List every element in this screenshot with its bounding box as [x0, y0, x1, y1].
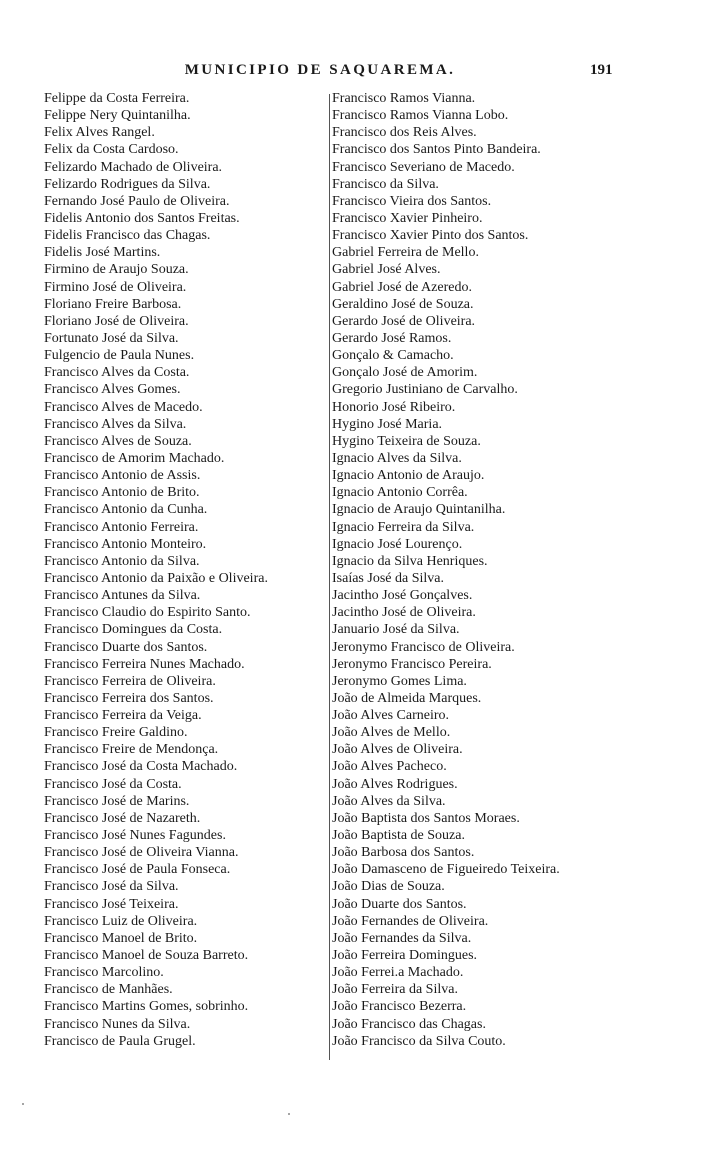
name-entry: Francisco José da Costa. — [44, 776, 182, 792]
name-entry: Gabriel José de Azeredo. — [332, 279, 472, 295]
name-entry: João Alves de Mello. — [332, 725, 451, 741]
name-entry: Francisco Ferreira de Oliveira. — [44, 673, 216, 689]
name-entry: João Alves de Oliveira. — [332, 742, 463, 758]
name-entry: Felix da Costa Cardoso. — [44, 142, 179, 158]
name-entry: João Fernandes de Oliveira. — [332, 913, 489, 929]
name-entry: Francisco Freire Galdino. — [44, 725, 188, 741]
name-entry: Francisco Ferreira dos Santos. — [44, 690, 214, 706]
name-entry: Francisco Alves da Silva. — [44, 416, 187, 432]
name-entry: Felizardo Machado de Oliveira. — [44, 159, 223, 175]
name-entry: Felippe Nery Quintanilha. — [44, 108, 191, 124]
name-entry: Hygino Teixeira de Souza. — [332, 433, 481, 449]
name-entry: Floriano Freire Barbosa. — [44, 296, 182, 312]
name-entry: Francisco Vieira dos Santos. — [332, 193, 492, 209]
name-entry: Francisco José de Paula Fonseca. — [44, 862, 231, 878]
name-entry: Francisco José da Silva. — [44, 879, 179, 895]
name-entry: Francisco Alves da Costa. — [44, 365, 190, 381]
name-entry: Francisco Antonio da Cunha. — [44, 502, 208, 518]
name-entry: Francisco Ferreira da Veiga. — [44, 708, 202, 724]
name-entry: João Ferreira da Silva. — [332, 982, 458, 998]
name-entry: Ignacio Antonio Corrêa. — [332, 485, 468, 501]
name-entry: João Alves da Silva. — [332, 793, 446, 809]
name-entry: Francisco Antonio de Brito. — [44, 485, 200, 501]
name-entry: João Ferreira Domingues. — [332, 948, 478, 964]
column-divider — [329, 94, 330, 1060]
name-entry: Francisco Alves de Macedo. — [44, 399, 203, 415]
name-entry: Francisco José de Marins. — [44, 793, 190, 809]
name-entry: Ignacio Antonio de Araujo. — [332, 468, 485, 484]
name-entry: Gonçalo & Camacho. — [332, 348, 454, 364]
name-entry: João Francisco da Silva Couto. — [332, 1033, 506, 1049]
name-entry: Gerardo José de Oliveira. — [332, 313, 476, 329]
name-entry: Firmino José de Oliveira. — [44, 279, 187, 295]
name-entry: Fidelis Francisco das Chagas. — [44, 228, 211, 244]
name-entry: Felizardo Rodrigues da Silva. — [44, 176, 211, 192]
name-entry: Ignacio José Lourenço. — [332, 536, 463, 552]
name-entry: Francisco Antonio Ferreira. — [44, 519, 199, 535]
name-entry: Honorio José Ribeiro. — [332, 399, 456, 415]
name-entry: Jeronymo Francisco Pereira. — [332, 656, 492, 672]
name-entry: Francisco da Silva. — [332, 176, 439, 192]
name-entry: João Baptista de Souza. — [332, 828, 465, 844]
left-name-column — [44, 90, 328, 1050]
name-entry: João Baptista dos Santos Moraes. — [332, 810, 520, 826]
name-entry: Firmino de Araujo Souza. — [44, 262, 189, 278]
name-entry: Ignacio da Silva Henriques. — [332, 553, 488, 569]
name-entry: Fernando José Paulo de Oliveira. — [44, 193, 230, 209]
name-entry: Francisco Alves Gomes. — [44, 382, 181, 398]
name-entry: Jacintho José de Oliveira. — [332, 605, 476, 621]
name-entry: Francisco José Nunes Fagundes. — [44, 828, 226, 844]
name-entry: Francisco Severiano de Macedo. — [332, 159, 515, 175]
name-entry: Francisco Antonio da Paixão e Oliveira. — [44, 570, 268, 586]
name-entry: Francisco de Manhães. — [44, 982, 173, 998]
name-entry: Francisco José da Costa Machado. — [44, 759, 238, 775]
name-entry: Francisco Nunes da Silva. — [44, 1016, 191, 1032]
name-entry: Ignacio Ferreira da Silva. — [332, 519, 475, 535]
name-entry: João Duarte dos Santos. — [332, 896, 467, 912]
name-entry: Francisco Freire de Mendonça. — [44, 742, 219, 758]
name-entry: Francisco dos Reis Alves. — [332, 125, 477, 141]
name-entry: Isaías José da Silva. — [332, 570, 444, 586]
name-entry: Fulgencio de Paula Nunes. — [44, 348, 195, 364]
name-entry: João Alves Rodrigues. — [332, 776, 458, 792]
name-entry: Francisco Manoel de Brito. — [44, 930, 198, 946]
name-entry: Francisco dos Santos Pinto Bandeira. — [332, 142, 541, 158]
name-entry: Gabriel Ferreira de Mello. — [332, 245, 479, 261]
name-entry: Francisco Marcolino. — [44, 965, 164, 981]
name-entry: João Alves Pacheco. — [332, 759, 447, 775]
name-entry: Francisco José Teixeira. — [44, 896, 179, 912]
name-entry: Ignacio Alves da Silva. — [332, 450, 462, 466]
name-entry: Francisco Xavier Pinheiro. — [332, 210, 483, 226]
name-entry: Geraldino José de Souza. — [332, 296, 474, 312]
name-entry: João Barbosa dos Santos. — [332, 845, 475, 861]
name-entry: Jeronymo Francisco de Oliveira. — [332, 639, 515, 655]
print-speck — [22, 1103, 24, 1105]
name-entry: João Fernandes da Silva. — [332, 930, 472, 946]
name-entry: Gerardo José Ramos. — [332, 330, 452, 346]
name-entry: João de Almeida Marques. — [332, 690, 482, 706]
name-entry: Francisco Domingues da Costa. — [44, 622, 223, 638]
name-entry: Francisco Ramos Vianna. — [332, 91, 476, 106]
name-entry: Francisco Duarte dos Santos. — [44, 639, 208, 655]
name-entry: Francisco de Amorim Machado. — [44, 450, 225, 466]
name-entry: Francisco Antunes da Silva. — [44, 588, 201, 604]
name-entry: Hygino José Maria. — [332, 416, 443, 432]
name-entry: Francisco Manoel de Souza Barreto. — [44, 948, 249, 964]
name-entry: Francisco de Paula Grugel. — [44, 1033, 196, 1049]
name-entry: João Dias de Souza. — [332, 879, 445, 895]
name-entry: Francisco Antonio Monteiro. — [44, 536, 207, 552]
name-entry: Felippe da Costa Ferreira. — [44, 91, 190, 106]
print-speck — [288, 1113, 290, 1115]
name-entry: Jacintho José Gonçalves. — [332, 588, 473, 604]
name-entry: Fortunato José da Silva. — [44, 330, 179, 346]
page-number: 191 — [590, 62, 613, 78]
name-entry: Gonçalo José de Amorim. — [332, 365, 478, 381]
name-entry: Francisco Alves de Souza. — [44, 433, 192, 449]
name-entry: Francisco Ferreira Nunes Machado. — [44, 656, 245, 672]
name-entry: Ignacio de Araujo Quintanilha. — [332, 502, 506, 518]
name-entry: Francisco Claudio do Espirito Santo. — [44, 605, 251, 621]
right-name-column — [332, 90, 632, 1050]
name-entry: Jeronymo Gomes Lima. — [332, 673, 467, 689]
name-entry: Januario José da Silva. — [332, 622, 460, 638]
name-entry: João Francisco Bezerra. — [332, 999, 467, 1015]
name-entry: Francisco Xavier Pinto dos Santos. — [332, 228, 529, 244]
name-entry: Felix Alves Rangel. — [44, 125, 155, 141]
name-entry: Fidelis Antonio dos Santos Freitas. — [44, 210, 240, 226]
name-entry: Gabriel José Alves. — [332, 262, 441, 278]
name-entry: Francisco Antonio de Assis. — [44, 468, 201, 484]
name-entry: Floriano José de Oliveira. — [44, 313, 189, 329]
name-entry: Gregorio Justiniano de Carvalho. — [332, 382, 518, 398]
name-entry: Francisco Luiz de Oliveira. — [44, 913, 198, 929]
name-entry: Francisco Ramos Vianna Lobo. — [332, 108, 509, 124]
name-entry: Francisco José de Nazareth. — [44, 810, 201, 826]
name-entry: Francisco Antonio da Silva. — [44, 553, 200, 569]
name-entry: João Alves Carneiro. — [332, 708, 450, 724]
name-entry: João Damasceno de Figueiredo Teixeira. — [332, 862, 560, 878]
name-entry: João Francisco das Chagas. — [332, 1016, 486, 1032]
name-entry: João Ferrei.a Machado. — [332, 965, 464, 981]
name-entry: Francisco José de Oliveira Vianna. — [44, 845, 239, 861]
name-entry: Francisco Martins Gomes, sobrinho. — [44, 999, 249, 1015]
page-header-title: MUNICIPIO DE SAQUAREMA. — [184, 62, 456, 78]
name-entry: Fidelis José Martins. — [44, 245, 161, 261]
